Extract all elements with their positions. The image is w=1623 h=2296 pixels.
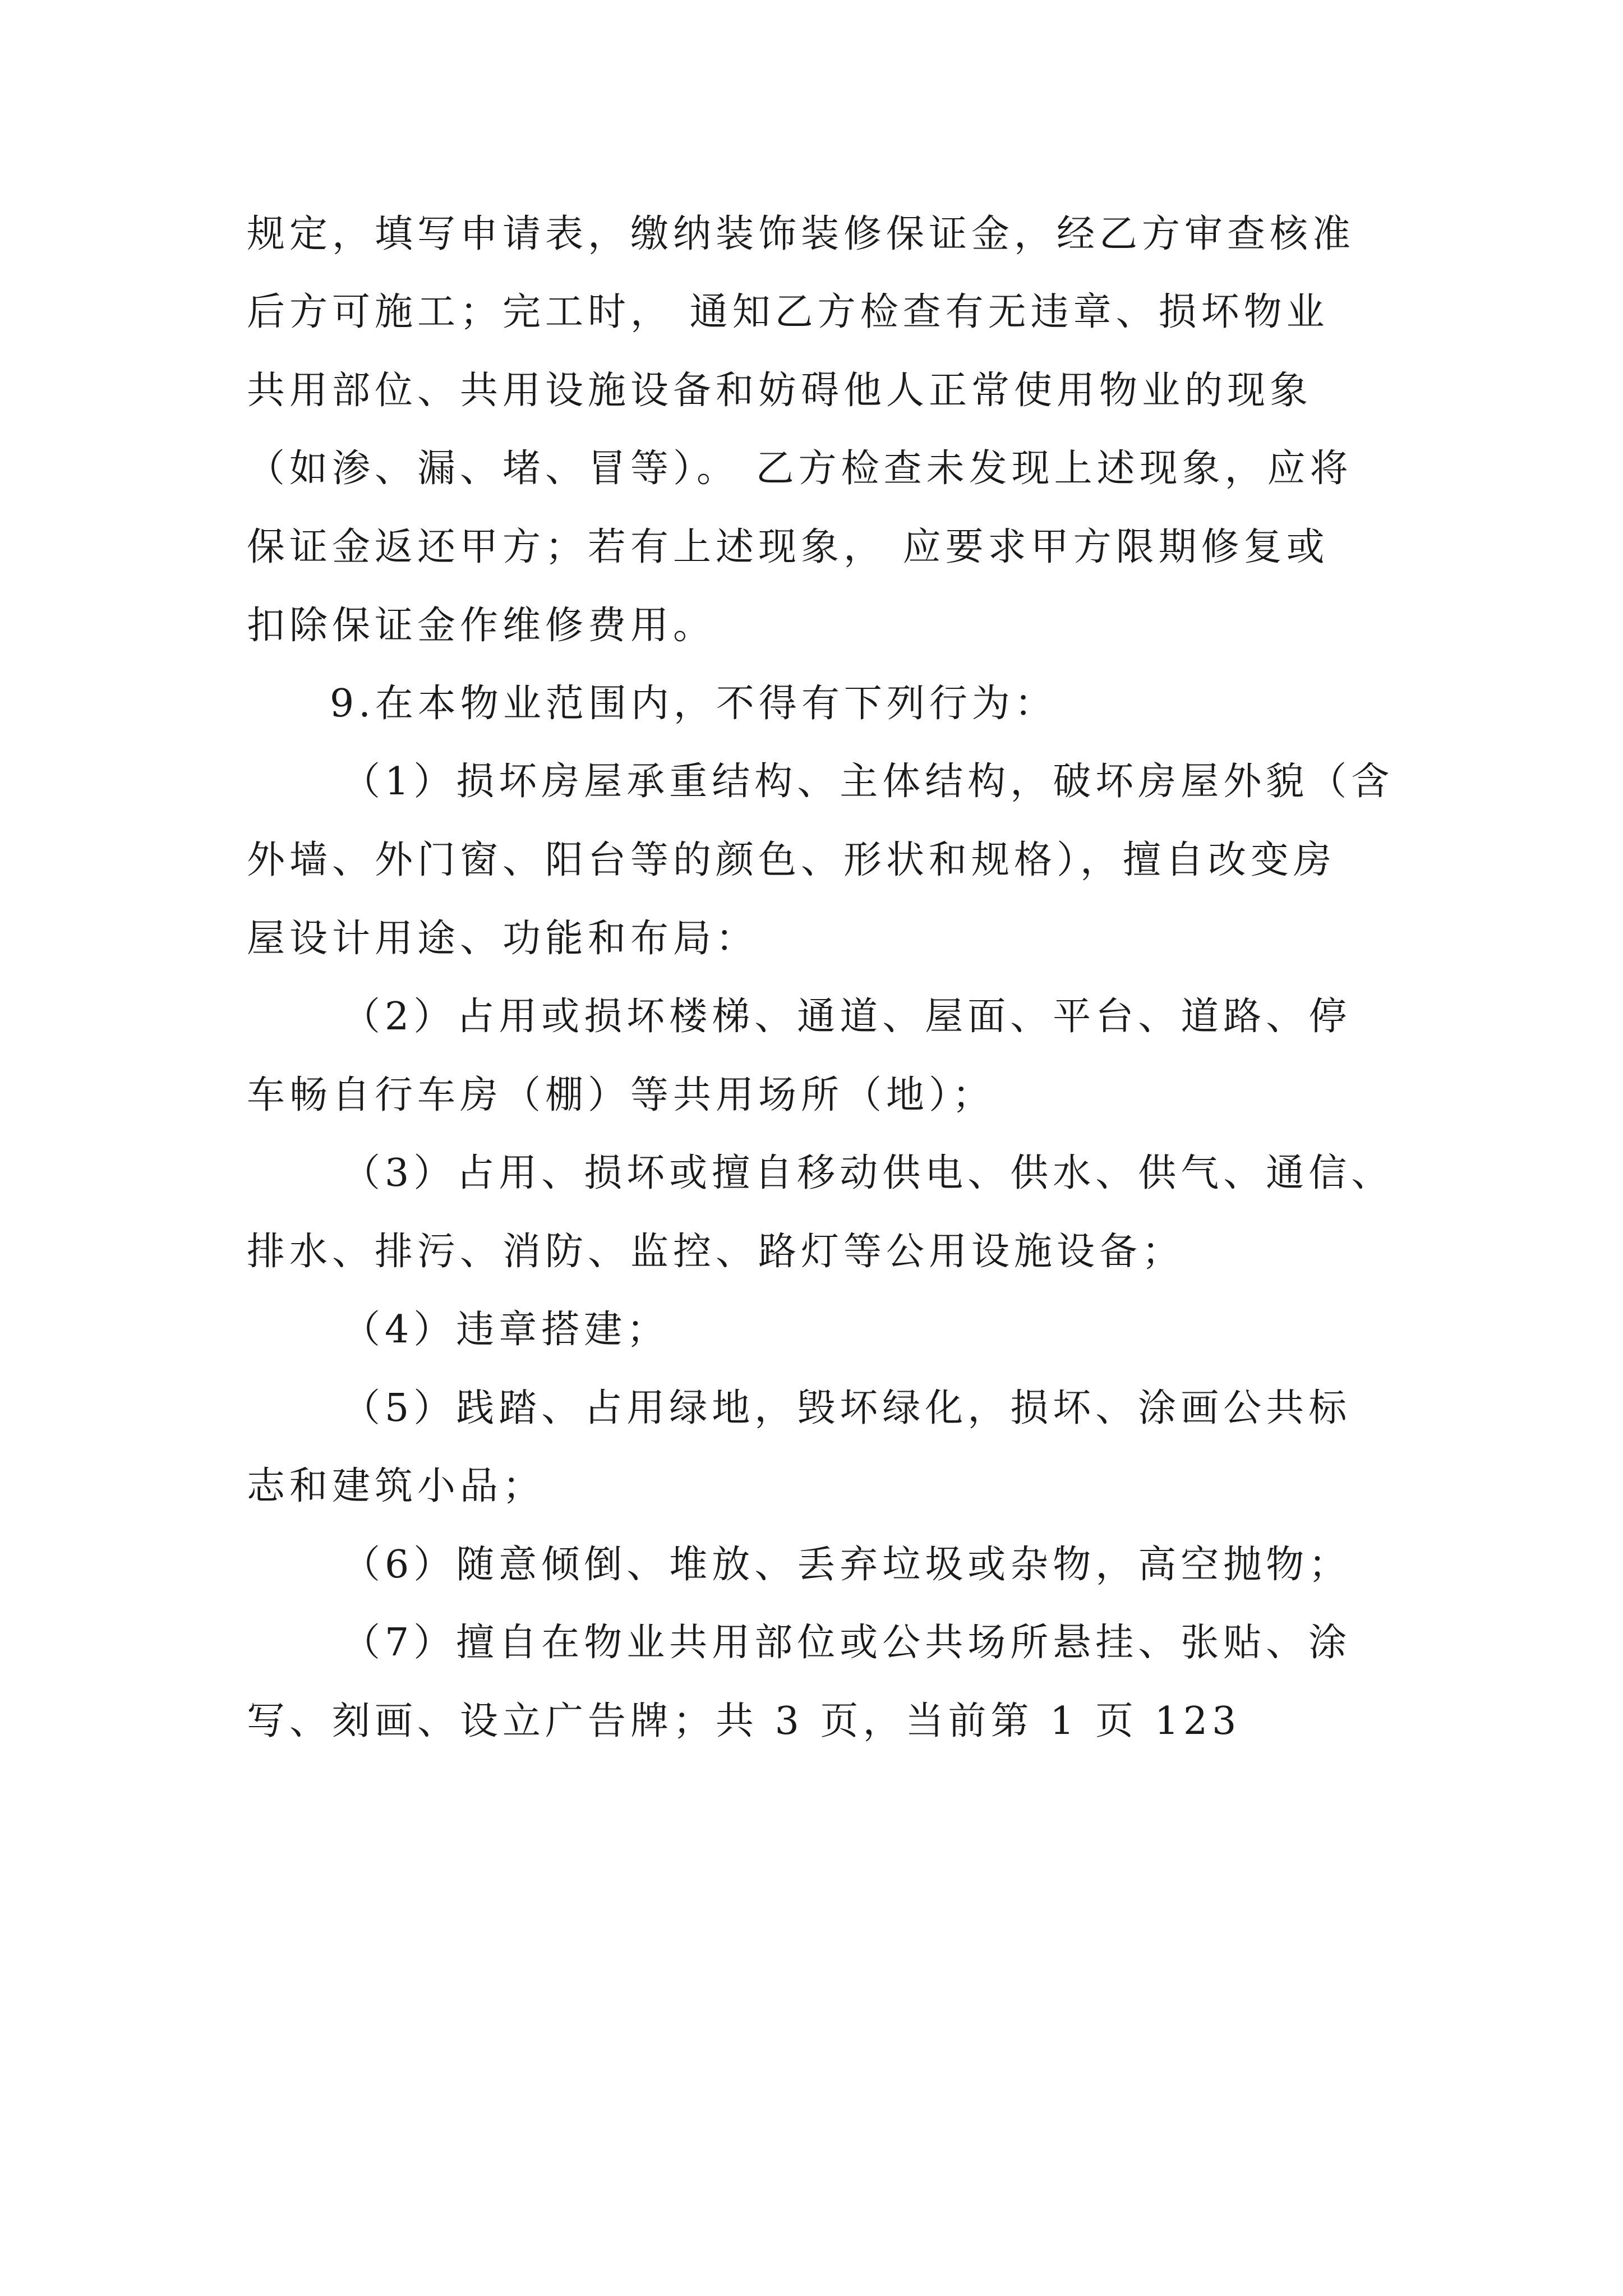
list-item-line: （5）践踏、占用绿地，毁坏绿化，损坏、涂画公共标 (342, 1386, 1352, 1430)
list-item-line: 车畅自行车房（棚）等共用场所（地）； (247, 1073, 995, 1117)
list-item-line: （3）占用、损坏或擅自移动供电、供水、供气、通信、 (342, 1151, 1394, 1195)
paragraph-line: 规定，填写申请表，缴纳装饰装修保证金，经乙方审查核准 (247, 212, 1355, 256)
list-item-line: （4）违章搭建； (342, 1308, 670, 1352)
list-item-line: （7）擅自在物业共用部位或公共场所悬挂、张贴、涂 (342, 1621, 1352, 1665)
list-item-line: （2）占用或损坏楼梯、通道、屋面、平台、道路、停 (342, 995, 1352, 1039)
list-item-line: （1）损坏房屋承重结构、主体结构，破坏房屋外貌（含 (342, 760, 1394, 804)
list-item-line-with-page-info: 写、刻画、设立广告牌；共 3 页，当前第 1 页 123 (247, 1699, 1241, 1743)
paragraph-line: （如渗、漏、堵、冒等）。 乙方检查未发现上述现象，应将 (247, 447, 1353, 491)
paragraph-line: 共用部位、共用设施设备和妨碍他人正常使用物业的现象 (247, 369, 1313, 413)
list-heading: 9.在本物业范围内，不得有下列行为： (330, 682, 1057, 726)
list-item-line: 志和建筑小品； (247, 1464, 546, 1508)
list-item-line: （6）随意倾倒、堆放、丢弃垃圾或杂物，高空抛物； (342, 1543, 1352, 1587)
paragraph-line: 后方可施工；完工时， 通知乙方检查有无违章、损坏物业 (247, 290, 1329, 334)
list-item-line: 外墙、外门窗、阳台等的颜色、形状和规格），擅自改变房 (247, 838, 1336, 882)
paragraph-line: 扣除保证金作维修费用。 (247, 604, 716, 648)
paragraph-line: 保证金返还甲方；若有上述现象， 应要求甲方限期修复或 (247, 525, 1329, 569)
list-item-line: 排水、排污、消防、监控、路灯等公用设施设备； (247, 1230, 1185, 1274)
list-item-line: 屋设计用途、功能和布局： (247, 917, 759, 961)
